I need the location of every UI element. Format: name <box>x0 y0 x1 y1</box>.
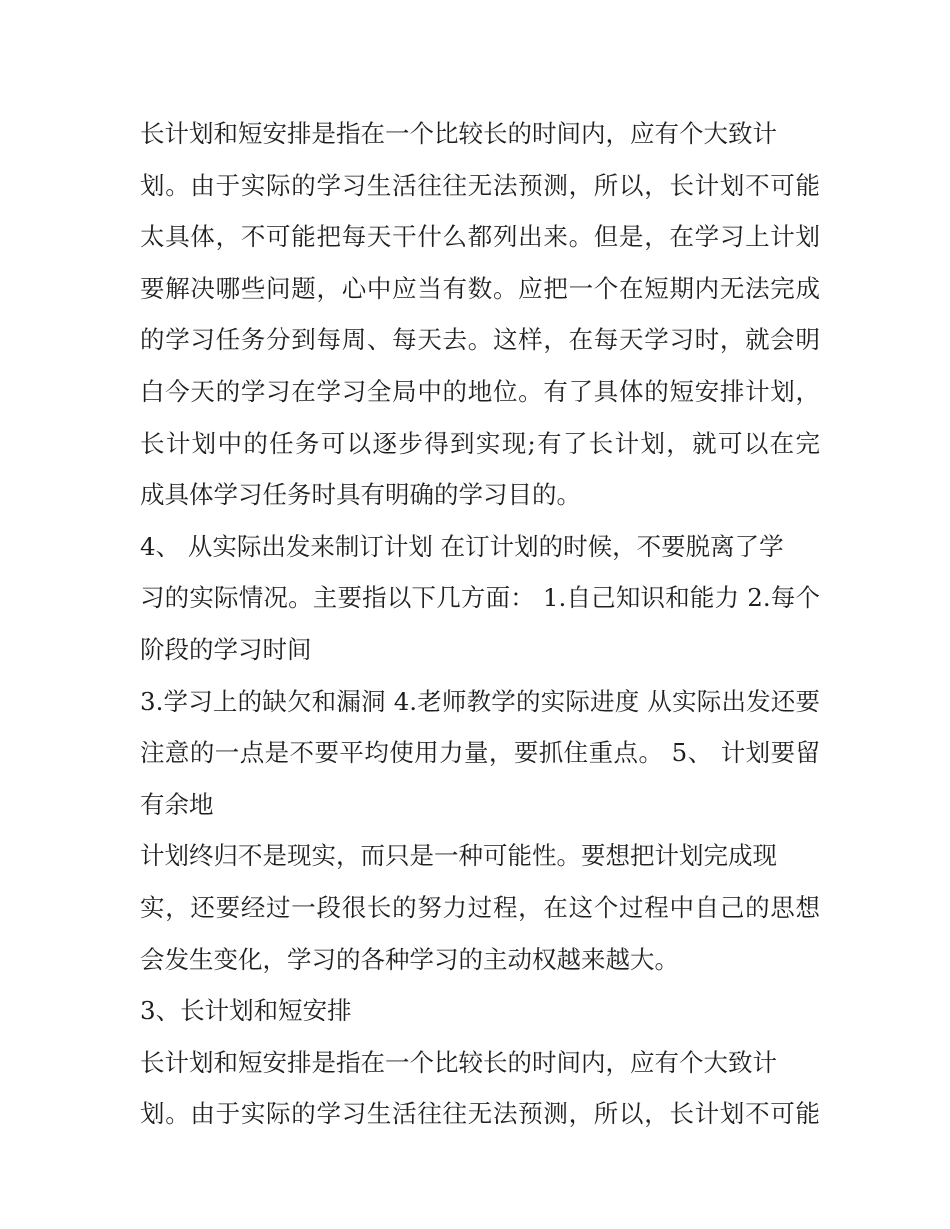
text-line: 注意的一点是不要平均使用力量，要抓住重点。 5、 计划要留 <box>140 738 820 768</box>
text-line: 长计划和短安排是指在一个比较长的时间内，应有个大致计 <box>140 1047 777 1077</box>
text-line: 3.学习上的缺欠和漏洞 4.老师教学的实际进度 从实际出发还要 <box>140 686 820 716</box>
text-line: 计划终归不是现实，而只是一种可能性。要想把计划完成现 <box>140 841 777 871</box>
text-line: 3、长计划和短安排 <box>140 996 352 1026</box>
text-line: 长计划和短安排是指在一个比较长的时间内，应有个大致计 <box>140 119 777 148</box>
text-line: 长计划中的任务可以逐步得到实现;有了长计划，就可以在完 <box>140 428 820 458</box>
text-line: 实，还要经过一段很长的努力过程，在这个过程中自己的思想 <box>140 892 820 922</box>
text-line: 的学习任务分到每周、每天去。这样，在每天学习时，就会明 <box>140 325 820 355</box>
text-line: 4、 从实际出发来制订计划 在订计划的时候，不要脱离了学 <box>140 531 784 561</box>
text-line: 要解决哪些问题，心中应当有数。应把一个在短期内无法完成 <box>140 273 820 303</box>
text-line: 有余地 <box>140 789 214 819</box>
text-line: 划。由于实际的学习生活往往无法预测，所以，长计划不可能 <box>140 170 820 200</box>
text-line: 会发生变化，学习的各种学习的主动权越来越大。 <box>140 944 679 974</box>
text-line: 白今天的学习在学习全局中的地位。有了具体的短安排计划， <box>140 376 820 406</box>
text-line: 划。由于实际的学习生活往往无法预测，所以，长计划不可能 <box>140 1099 820 1129</box>
text-line: 阶段的学习时间 <box>140 634 312 664</box>
text-line: 太具体，不可能把每天干什么都列出来。但是，在学习上计划 <box>140 222 820 252</box>
text-line: 成具体学习任务时具有明确的学习目的。 <box>140 480 581 510</box>
document-body <box>140 108 820 1140</box>
text-line: 习的实际情况。主要指以下几方面： 1.自己知识和能力 2.每个 <box>140 583 820 613</box>
